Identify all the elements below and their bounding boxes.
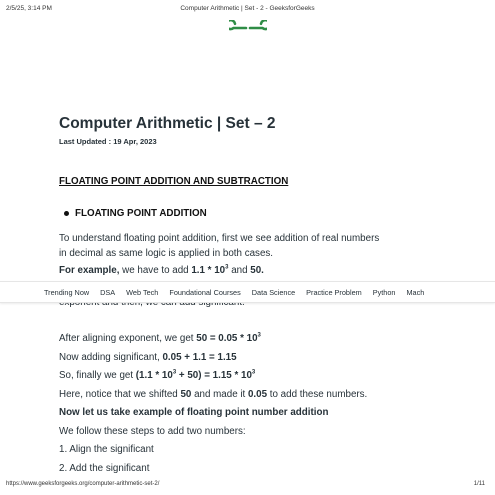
print-footer <box>0 481 495 491</box>
notice-005: 0.05 <box>247 389 268 400</box>
nav-item-mach[interactable]: Mach <box>406 288 425 297</box>
align-text: After aligning exponent, we get <box>59 333 197 344</box>
print-footer-pager: 1/11 <box>473 481 485 487</box>
geeksforgeeks-logo-icon[interactable] <box>229 20 267 36</box>
step-2: 2. Add the significant <box>59 463 150 474</box>
last-updated <box>59 137 157 146</box>
example-val2: 50. <box>250 265 264 276</box>
finally-val-a: (1.1 * 10 <box>135 370 173 381</box>
finally-line <box>59 370 479 382</box>
bullet-heading-text: FLOATING POINT ADDITION <box>75 208 207 219</box>
intro-line-2: in decimal as same logic is applied in both cases. <box>59 248 274 259</box>
nav-item-web-tech[interactable]: Web Tech <box>126 288 159 297</box>
align-line <box>59 333 479 345</box>
align-val-exp: 3 <box>257 332 261 339</box>
topic-nav-bar <box>0 281 495 303</box>
finally-val-a-exp: 3 <box>172 369 177 376</box>
finally-val-b: + 50) = 1.15 * 10 <box>176 370 252 381</box>
nav-item-python[interactable]: Python <box>372 288 396 297</box>
notice-post: to add these numbers. <box>267 389 368 400</box>
align-val-base: 50 = 0.05 * 10 <box>196 333 258 344</box>
adding-text: Now adding significant, <box>59 352 163 363</box>
notice-line <box>59 389 479 401</box>
print-footer-url[interactable]: https://www.geeksforgeeks.org/computer-arithmetic-set-2/ <box>6 481 160 487</box>
print-page-title: Computer Arithmetic | Set - 2 - GeeksforGeeks <box>180 5 315 12</box>
finally-val-b-exp: 3 <box>251 369 256 376</box>
example-line <box>59 265 479 277</box>
nav-item-dsa[interactable]: DSA <box>100 288 116 297</box>
steps-intro: We follow these steps to add two numbers: <box>59 426 246 437</box>
example-val1 <box>191 265 228 276</box>
nav-item-data-science[interactable]: Data Science <box>251 288 296 297</box>
adding-line <box>59 352 479 364</box>
example-label: For example, <box>59 265 120 276</box>
example-heading: Now let us take example of floating point number addition <box>59 407 329 418</box>
topic-nav-list <box>44 282 435 303</box>
nav-item-foundational-courses[interactable]: Foundational Courses <box>169 288 241 297</box>
print-datetime: 2/5/25, 3:14 PM <box>6 5 52 12</box>
step-1: 1. Align the significant <box>59 444 154 455</box>
article-title: Computer Arithmetic | Set – 2 <box>59 115 276 132</box>
last-updated-date: 19 Apr, 2023 <box>113 137 157 146</box>
example-val1-base: 1.1 * 10 <box>191 265 226 276</box>
print-header <box>0 5 495 15</box>
finally-val <box>136 370 255 381</box>
bullet-heading <box>64 208 484 220</box>
last-updated-label: Last Updated : <box>59 137 112 146</box>
example-text: we have to add <box>119 265 192 276</box>
align-val <box>196 333 261 344</box>
notice-mid: and made it <box>191 389 248 400</box>
example-and: and <box>228 265 251 276</box>
finally-text: So, finally we get <box>59 370 136 381</box>
nav-item-practice-problem[interactable]: Practice Problem <box>306 288 362 297</box>
bullet-dot-icon <box>64 211 69 216</box>
example-val1-exp: 3 <box>225 264 229 271</box>
notice-50: 50 <box>180 389 192 400</box>
section-heading: FLOATING POINT ADDITION AND SUBTRACTION <box>59 176 289 187</box>
notice-pre: Here, notice that we shifted <box>59 389 181 400</box>
intro-line-1: To understand floating point addition, first we see addition of real numbers <box>59 233 380 244</box>
adding-val: 0.05 + 1.1 = 1.15 <box>162 352 237 363</box>
nav-item-trending-now[interactable]: Trending Now <box>44 288 90 297</box>
